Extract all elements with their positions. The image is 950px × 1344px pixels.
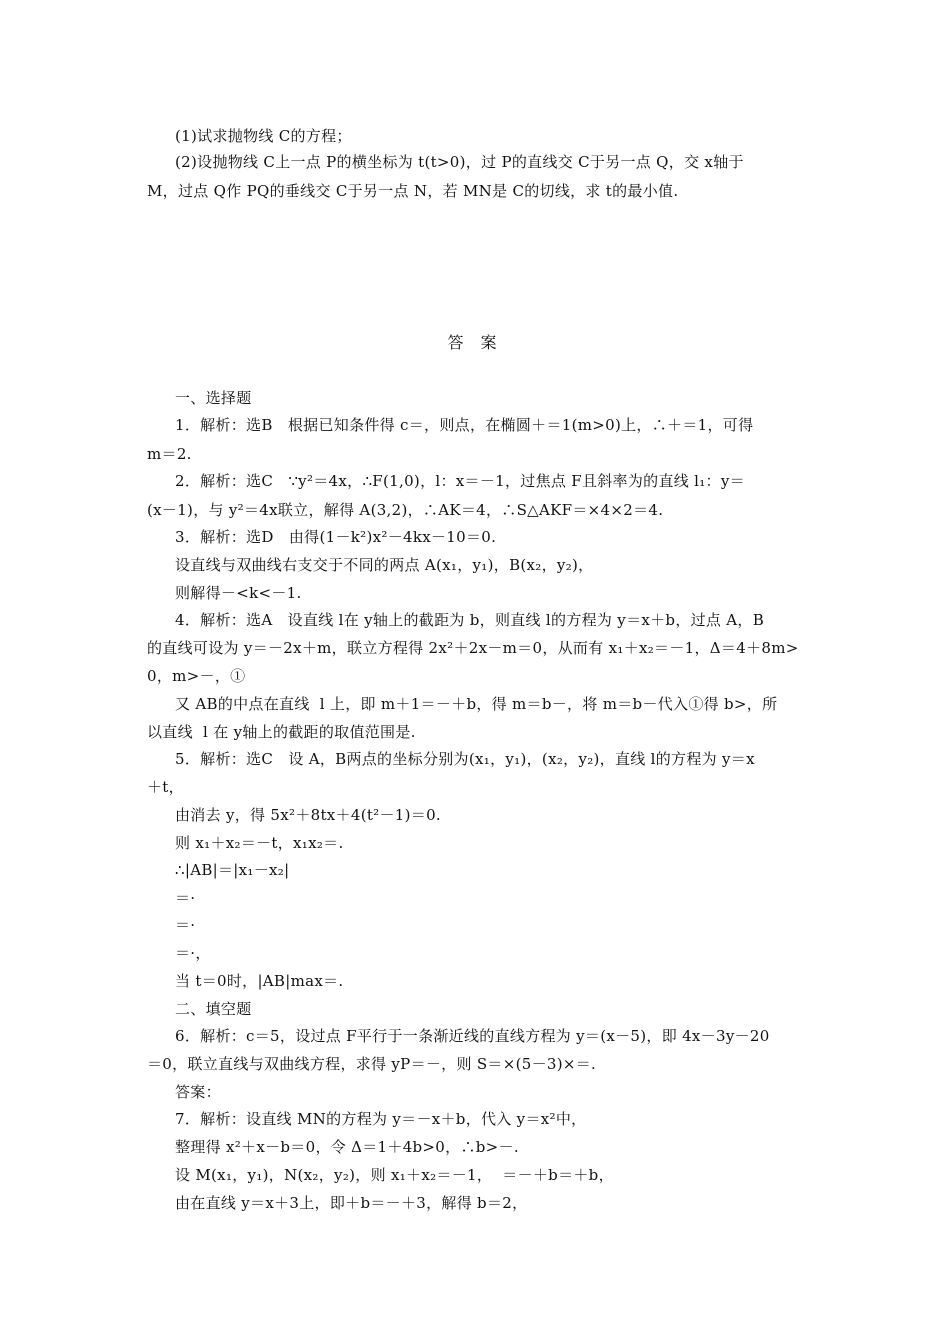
answer-line: 6．解析：c＝5，设过点 F平行于一条渐近线的直线方程为 y＝(x－5)，即 4x－3y－20 <box>175 1027 770 1045</box>
answer-line: 整理得 x²＋x－b＝0，令 Δ＝1＋4b>0，∴b>－. <box>175 1138 519 1156</box>
answer-line: ＝·， <box>175 944 211 962</box>
answer-line: 1．解析：选B 根据已知条件得 c＝，则点，在椭圆＋＝1(m>0)上，∴＋＝1，可得 <box>175 416 754 434</box>
answer-line: ＝0，联立直线与双曲线方程，求得 yP＝－，则 S＝×(5－3)×＝. <box>147 1055 597 1073</box>
answer-line: ∴|AB|＝|x₁－x₂| <box>175 861 290 879</box>
answer-title: 答 案 <box>447 333 503 352</box>
answer-line: (x－1)，与 y²＝4x联立，解得 A(3,2)，∴AK＝4，∴S△AKF＝×4×2＝4. <box>147 501 664 519</box>
answer-line: 则 x₁＋x₂＝－t，x₁x₂＝. <box>175 834 344 852</box>
answer-line: 答案： <box>175 1083 221 1101</box>
answer-line: 由在直线 y＝x＋3上，即＋b＝－＋3，解得 b＝2， <box>175 1194 528 1212</box>
answer-line: 2．解析：选C ∵y²＝4x，∴F(1,0)，l：x＝－1，过焦点 F且斜率为的直线 l₁：y＝ <box>175 472 745 490</box>
question-part1: (1)试求抛物线 C的方程； <box>175 127 352 145</box>
section-heading-fill: 二、填空题 <box>175 1000 252 1018</box>
answer-line: 设直线与双曲线右支交于不同的两点 A(x₁，y₁)，B(x₂，y₂)， <box>175 556 594 574</box>
answer-line: ＝· <box>175 889 196 907</box>
answer-line: 0，m>－，① <box>147 667 246 685</box>
answer-line: 7．解析：设直线 MN的方程为 y＝－x＋b，代入 y＝x²中， <box>175 1110 587 1128</box>
answer-line: ＝· <box>175 916 196 934</box>
answer-line: m＝2. <box>147 445 192 463</box>
answer-line: 的直线可设为 y＝－2x＋m，联立方程得 2x²＋2x－m＝0，从而有 x₁＋x₂＝－1，Δ＝4＋8m> <box>147 639 799 657</box>
answer-line: ＋t， <box>147 778 184 796</box>
answer-line: 设 M(x₁，y₁)，N(x₂，y₂)，则 x₁＋x₂＝－1， ＝－＋b＝＋b， <box>175 1166 614 1184</box>
section-heading-choice: 一、选择题 <box>175 389 252 407</box>
answer-line: 4．解析：选A 设直线 l在 y轴上的截距为 b，则直线 l的方程为 y＝x＋b，过点 A，B <box>175 611 765 629</box>
question-part2-line1: (2)设抛物线 C上一点 P的横坐标为 t(t>0)，过 P的直线交 C于另一点 Q，交 x轴于 <box>175 153 744 171</box>
answer-line: 当 t＝0时，|AB|max＝. <box>175 972 344 990</box>
answer-line: 5．解析：选C 设 A，B两点的坐标分别为(x₁，y₁)，(x₂，y₂)，直线 l的方程为 y＝x <box>175 750 755 768</box>
answer-line: 3．解析：选D 由得(1－k²)x²－4kx－10＝0. <box>175 528 497 546</box>
answer-line: 以直线 l 在 y轴上的截距的取值范围是. <box>147 723 416 741</box>
question-part2-line2: M，过点 Q作 PQ的垂线交 C于另一点 N，若 MN是 C的切线，求 t的最小值. <box>147 182 679 200</box>
answer-line: 由消去 y，得 5x²＋8tx＋4(t²－1)＝0. <box>175 806 442 824</box>
answer-line: 又 AB的中点在直线 l 上，即 m＋1＝－＋b，得 m＝b－，将 m＝b－代入①得 b>，所 <box>175 695 778 713</box>
answer-line: 则解得－<k<－1. <box>175 584 302 602</box>
